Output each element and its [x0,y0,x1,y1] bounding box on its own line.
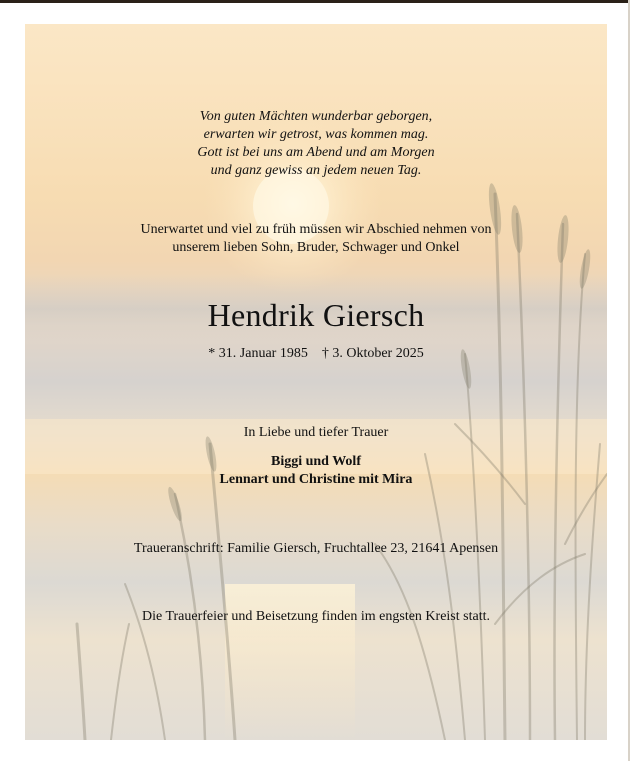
deceased-name: Hendrik Giersch [207,297,425,333]
poem-verse [25,108,607,180]
death-date: † 3. Oktober 2025 [321,346,424,361]
obituary-card [25,24,607,740]
poem-line: und ganz gewiss an jedem neuen Tag. [210,163,422,178]
poem-line: Von guten Mächten wunderbar geborgen, [199,109,433,124]
family-line: Lennart und Christine mit Mira [219,472,413,487]
ceremony-note: Die Trauerfeier und Beisetzung finden im engsten Kreist statt. [142,609,490,624]
mourning-label: In Liebe und tiefer Trauer [243,425,389,440]
intro-line: unserem lieben Sohn, Bruder, Schwager und Onkel [172,240,460,255]
life-dates [25,345,607,363]
family-names [25,453,607,489]
family-line: Biggi und Wolf [270,454,361,469]
intro-line: Unerwartet und viel zu früh müssen wir Abschied nehmen von [140,222,492,237]
mourning-address: Traueranschrift: Familie Giersch, Fruchtallee 23, 21641 Apensen [133,541,499,556]
poem-line: Gott ist bei uns am Abend und am Morgen [197,145,435,160]
top-border [0,0,630,3]
poem-line: erwarten wir getrost, was kommen mag. [203,127,429,142]
intro-text [25,221,607,257]
birth-date: * 31. Januar 1985 [208,346,308,361]
